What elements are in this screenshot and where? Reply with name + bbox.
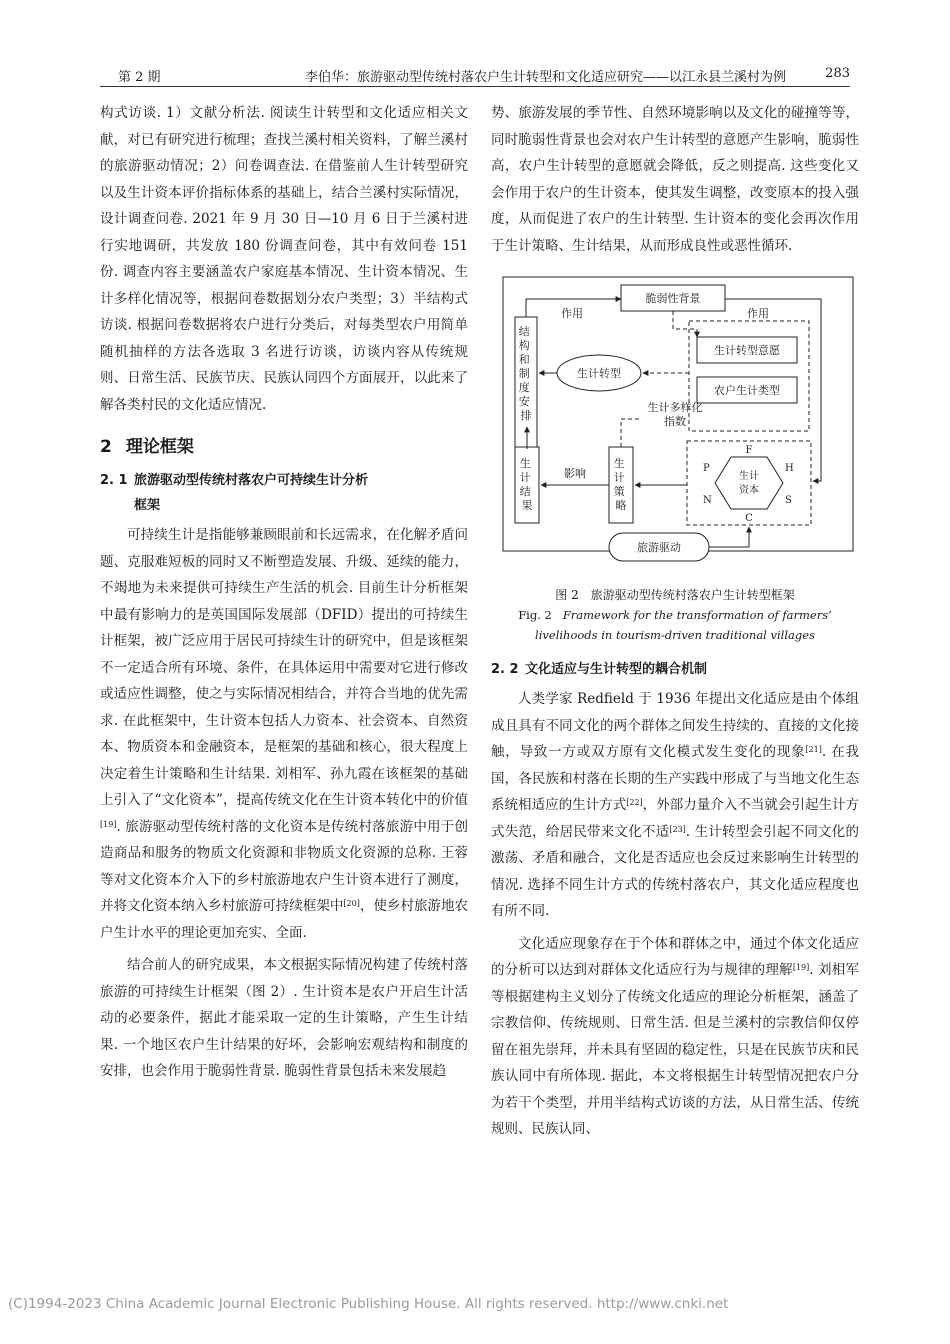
- figure-label-en: Fig. 2: [518, 608, 552, 622]
- header-rule: [100, 86, 850, 87]
- influence-label: 影响: [564, 467, 586, 480]
- issue-label: 第 2 期: [118, 70, 161, 85]
- left-column: [100, 100, 468, 1085]
- citation-23: [23]: [669, 824, 686, 834]
- redfield-text-d: . 生计转型会引起不同文化的激荡、矛盾和融合，文化是否适应也会反过来影响生计转型的情况. 选择不同生计方式的传统村落农户，其文化适应程度也有所不同.: [491, 823, 859, 919]
- capital-label-b: 资本: [739, 485, 759, 496]
- redfield-paragraph: [491, 686, 859, 925]
- citation-22: [22]: [626, 798, 643, 807]
- citation-20: [20]: [343, 899, 360, 908]
- citation-21: [21]: [805, 745, 822, 754]
- figure-caption-cn: 图 2 旅游驱动型传统村落农户生计转型框架: [555, 588, 795, 602]
- running-header: [100, 62, 850, 84]
- framework-paragraph: 结合前人的研究成果，本文根据实际情况构建了传统村落旅游的可持续生计框架（图 2）. 生计资本是农户开启生计活动的必要条件，据此才能采取一定的生计策略，产生生计结果. 一个地区农户生计结果的好坏，会影响宏观结构和制度的安排，也会作用于脆弱性背景. 脆弱性背景包括未来发展趋: [100, 957, 468, 1079]
- arrow-tourism-to-capital: [709, 527, 749, 547]
- capital-hexagon: [715, 457, 783, 509]
- running-title: 李伯华：旅游驱动型传统村落农户生计转型和文化适应研究——以江永县兰溪村为例: [305, 70, 787, 85]
- section-title: 理论框架: [125, 437, 194, 457]
- strategy-label: 生 计 策 略: [613, 457, 627, 512]
- figure-2: [491, 271, 859, 571]
- copyright-footer: (C)1994-2023 China Academic Journal Electronic Publishing House. All rights reserved. http://www.cnki.net: [8, 1296, 729, 1312]
- vulnerability-paragraph: 势、旅游发展的季节性、自然环境影响以及文化的碰撞等等，同时脆弱性背景也会对农户生计转型的意愿产生影响，脆弱性高，农户生计转型的意愿就会降低，反之则提高. 这些变化又会作用于农户的生计资本，使其发生调整，改变原本的投入强度，从而促进了农户的生计转型. 生计资本的变化会再次作用于生计策略、生计结果，从而形成良性或恶性循环.: [491, 105, 859, 254]
- figure-frame: [503, 277, 853, 551]
- tourism-label: 旅游驱动: [637, 541, 681, 554]
- methods-paragraph: 构式访谈. 1）文献分析法. 阅读生计转型和文化适应相关文献，对已有研究进行梳理；查找兰溪村相关资料，了解兰溪村的旅游驱动情况；2）问卷调查法. 在借鉴前人生计转型研究以及生计资本评价指标体系的基础上，结合兰溪村实际情况，设计调查问卷. 2021 年 9 月 30 日—10 月 6 日于兰溪村进行实地调研，共发放 180 份调查问卷，其中有效问卷 151 份. 调查内容主要涵盖农户家庭基本情况、生计资本情况、生计多样化情况等，根据问卷数据划分农户类型；3）半结构式访谈. 根据问卷数据将农户进行分类后，对每类型农户用简单随机抽样的方法各选取 3 名进行访谈，访谈内容从传统规则、日常生活、民族节庆、民族认同四个方面展开，以此来了解各类村民的文化适应情况.: [100, 105, 468, 413]
- page-number: 283: [825, 66, 850, 81]
- acculturation-text-a: 文化适应现象存在于个体和群体之中，通过个体文化适应的分析可以达到对群体文化适应行为与规律的理解: [491, 935, 859, 978]
- livelihood-text-c: ，使乡村旅游地农户生计水平的理论更加充实、全面.: [100, 898, 469, 941]
- arrow-strategy-diversity: [621, 419, 641, 447]
- hex-label-P: P: [703, 463, 710, 474]
- subsection-title-line2: 框架: [134, 498, 161, 513]
- transformation-label: 生计转型: [577, 367, 621, 380]
- livelihood-paragraph: [100, 522, 468, 946]
- citation-19-right: [19]: [792, 963, 810, 972]
- figure-caption-en-line2: livelihoods in tourism-driven traditional villages: [535, 628, 815, 642]
- redfield-text-b: . 在我国，各民族和村落在长期的生产实践中形成了与当地文化生态系统相适应的生计方式: [491, 744, 859, 813]
- framework-diagram: [491, 271, 859, 571]
- citation-19: [19]: [100, 819, 117, 829]
- hex-label-H: H: [785, 463, 794, 474]
- action-right-label: 作用: [747, 307, 769, 320]
- hex-label-S: S: [785, 495, 792, 506]
- action-left-label: 作用: [561, 307, 583, 320]
- hex-label-N: N: [703, 495, 712, 506]
- hex-label-F: F: [745, 445, 753, 456]
- subsection-title-line1: 旅游驱动型传统村落农户可持续生计分析: [134, 473, 369, 488]
- diversity-label-line1: 生计多样化: [647, 401, 703, 414]
- willingness-label: 生计转型意愿: [714, 344, 780, 357]
- type-label: 农户生计类型: [714, 384, 780, 397]
- caption-en-text-a: Framework for the transformation of farmers’: [562, 608, 832, 622]
- livelihood-text-b: . 旅游驱动型传统村落的文化资本是传统村落旅游中用于创造商品和服务的物质文化资源和非物质文化资源的总称. 王蓉等对文化资本介入下的乡村旅游地农户生计资本进行了测度，并将文化资本纳入乡村旅游可持续框架中: [100, 818, 468, 914]
- subsection-2-1-heading: [100, 468, 468, 518]
- acculturation-text-b: . 刘相军等根据建构主义划分了传统文化适应的理论分析框架，涵盖了宗教信仰、传统规则、日常生活. 但是兰溪村的宗教信仰仅停留在祖先崇拜，并未具有坚固的稳定性，只是在民族节庆和民族认同中有所体现. 据此，本文将根据生计转型情况把农户分为若干个类型，并用半结构式访谈的方法，从日常生活、传统规则、民族认同、: [491, 962, 859, 1137]
- redfield-text-a: 人类学家 Redfield 于 1936 年提出文化适应是由个体组成且具有不同文化的两个群体之间发生持续的、直接的文化接触，导致一方或双方原有文化模式发生变化的现象: [491, 691, 859, 760]
- acculturation-paragraph: [491, 931, 859, 1143]
- capital-label-a: 生计: [739, 471, 759, 482]
- subsection-number: 2. 2: [491, 662, 519, 677]
- arrow-vulnerability-to-willingness: [673, 311, 697, 337]
- redfield-text-c: ，外部力量介入不当就会引起生计方式失范，给居民带来文化不适: [491, 797, 860, 840]
- right-column: [491, 100, 859, 1143]
- vulnerability-label: 脆弱性背景: [645, 292, 701, 305]
- subsection-2-2-heading: [491, 657, 859, 682]
- hex-label-C: C: [745, 513, 753, 524]
- section-2-heading: [100, 434, 468, 460]
- diversity-label-line2: 指数: [664, 415, 686, 428]
- figure-caption-en-line1: [491, 605, 859, 625]
- subsection-title: 文化适应与生计转型的耦合机制: [525, 662, 708, 677]
- structure-label: 结 构 和 制 度 安 排: [518, 325, 532, 422]
- livelihood-text-a: 可持续生计是指能够兼顾眼前和长远需求，在化解矛盾问题、克服难短板的同时又不断塑造发展、升级、延续的能力，不竭地为未来提供可持续生产生活的机会. 目前生计分析框架中最有影响力的是英国国际发展部（DFID）提出的可持续生计框架，被广泛应用于居民可持续生计的研究中，但是该框架不一定适合所有环境、条件，在具体运用中需要对它进行修改或适应性调整，使之与实际情况相结合，并符合当地的优先需求. 在此框架中，生计资本包括人力资本、社会资本、自然资本、物质资本和金融资本，是框架的基础和核心，很大程度上决定着生计策略和生计结果. 刘相军、孙九霞在该框架的基础上引入了“文化资本”，提高传统文化在生计资本转化中的价值: [100, 527, 468, 808]
- section-number: 2: [100, 437, 112, 457]
- outcome-label: 生 计 结 果: [519, 457, 533, 512]
- subsection-number: 2. 1: [100, 473, 128, 488]
